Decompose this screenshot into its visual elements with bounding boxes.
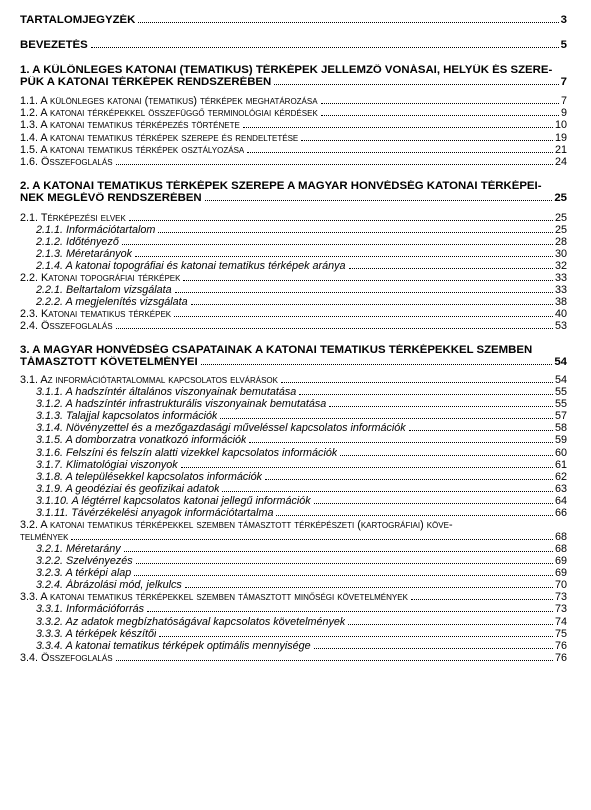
toc-subsection (20, 386, 567, 398)
dot-leader (299, 394, 553, 395)
toc-page: 55 (554, 386, 567, 399)
toc-label: 1.3. A katonai tematikus térképezés története (20, 119, 240, 132)
toc-label: 2.2.1. Beltartalom vizsgálata (36, 284, 172, 296)
toc-subsection (20, 579, 567, 591)
toc-label: 2.2.2. A megjelenítés vizsgálata (36, 296, 188, 309)
toc-subsection (20, 555, 567, 567)
toc-label: 3.1. Az információtartalommal kapcsolatos elvárások (20, 374, 278, 387)
table-of-contents (20, 14, 567, 664)
toc-page: 68 (554, 531, 567, 544)
chapter-heading-line1: 3. A MAGYAR HONVÉDSÉG CSAPATAINAK A KATONAI TEMATIKUS TÉRKÉPEKKEL SZEMBEN (20, 344, 533, 357)
chapter-heading-line1: 1. A KÜLÖNLEGES KATONAI (TEMATIKUS) TÉRKÉPEK JELLEMZŐ VONÁSAI, HELYÜK ÉS SZERE- (20, 63, 553, 76)
dot-leader (181, 467, 553, 468)
dot-leader (158, 232, 553, 233)
toc-page: 38 (554, 296, 567, 309)
toc-label: 2.1.2. Időtényező (36, 235, 119, 248)
toc-label: 1.1. A különleges katonai (tematikus) térképek meghatározása (20, 95, 318, 108)
toc-subsection (20, 616, 567, 628)
toc-label: 1.4. A katonai tematikus térképek szerepe és rendeltetése (20, 131, 299, 144)
toc-page: 69 (554, 555, 567, 568)
toc-label: 3.2.3. A térképi alap (36, 567, 132, 580)
dot-leader (411, 599, 553, 600)
toc-section (20, 374, 567, 386)
toc-label: 2.1.1. Információtartalom (36, 223, 156, 236)
toc-page: 68 (554, 543, 567, 556)
toc-page: 60 (554, 446, 567, 459)
toc-label: 2.1. Térképezési elvek (20, 211, 126, 224)
toc-label: 3.2.2. Szelvényezés (36, 555, 133, 568)
toc-label: 3.1.5. A domborzatra vonatkozó információk (36, 434, 247, 447)
toc-label: 3.1.9. A geodéziai és geofizikai adatok (36, 482, 220, 495)
toc-label: 3.1.6. Felszíni és felszín alatti vizekkel kapcsolatos információk (36, 446, 338, 459)
dot-leader (329, 406, 553, 407)
toc-page: 73 (554, 591, 567, 604)
section-2-2-items (20, 284, 567, 308)
toc-subsection (20, 236, 567, 248)
dot-leader (276, 515, 553, 516)
toc-label: 3.3.1. Információforrás (36, 603, 145, 616)
toc-page: 59 (554, 434, 567, 447)
dot-leader (191, 304, 553, 305)
toc-page: 21 (554, 143, 567, 156)
toc-page: 58 (554, 422, 567, 435)
dot-leader (340, 455, 553, 456)
dot-leader (265, 479, 553, 480)
toc-page: 19 (554, 131, 567, 144)
toc-subsection (20, 471, 567, 483)
toc-label: 3.2.4. Ábrázolási mód, jelkulcs (36, 579, 182, 592)
toc-page: 73 (554, 603, 567, 616)
toc-subsection (20, 224, 567, 236)
toc-chapter-1 (20, 64, 567, 89)
toc-label: 3.1.11. Távérzékelési anyagok információtartalma (36, 506, 274, 519)
section-3-2-items (20, 543, 567, 591)
toc-label: 3.2.1. Méretarány (36, 543, 121, 556)
toc-page: 61 (554, 458, 567, 471)
dot-leader (71, 539, 553, 540)
toc-page: 75 (554, 627, 567, 640)
section-heading-line1: 3.2. A katonai tematikus térképekkel szemben támasztott térképészeti (kartográfiai) köve- (20, 519, 453, 532)
dot-leader (129, 220, 553, 221)
toc-label: 2.4. Összefoglalás (20, 320, 113, 333)
toc-subsection (20, 567, 567, 579)
chapter-heading-line2: NEK MEGLÉVŐ RENDSZERÉBEN (20, 191, 202, 204)
toc-page: 53 (554, 320, 567, 333)
toc-label: 3.1.3. Talajjal kapcsolatos információk (36, 410, 218, 423)
toc-subsection (20, 434, 567, 446)
toc-page: 54 (554, 374, 567, 387)
toc-label: 3.1.7. Klimatológiai viszonyok (36, 458, 178, 471)
toc-page: 62 (554, 470, 567, 483)
toc-page: 33 (554, 284, 567, 296)
chapter-heading-line2: PÜK A KATONAI TÉRKÉPEK RENDSZERÉBEN (20, 75, 272, 88)
toc-page: 30 (554, 247, 567, 260)
toc-label: 3.3.2. Az adatok megbízhatóságával kapcsolatos követelmények (36, 615, 346, 628)
toc-subsection (20, 422, 567, 434)
toc-page: 66 (554, 506, 567, 519)
toc-entry-intro (20, 39, 567, 52)
toc-page: 25 (554, 191, 567, 204)
toc-section (20, 144, 567, 156)
toc-subsection (20, 507, 567, 519)
dot-leader (136, 563, 553, 564)
toc-chapter-3 (20, 344, 567, 369)
dot-leader (247, 152, 553, 153)
dot-leader (91, 47, 559, 48)
dot-leader (220, 418, 553, 419)
toc-label: 3.1.10. A légtérrel kapcsolatos katonai jellegű információk (36, 494, 311, 507)
dot-leader (116, 164, 553, 165)
toc-label: 2.1.3. Méretarányok (36, 247, 133, 260)
toc-label: 1.5. A katonai tematikus térképek osztályozása (20, 143, 245, 156)
dot-leader (122, 244, 553, 245)
dot-leader (249, 442, 553, 443)
toc-section (20, 308, 567, 320)
toc-subsection (20, 398, 567, 410)
toc-page: 9 (560, 107, 567, 120)
dot-leader (321, 115, 559, 116)
toc-label: 1.6. Összefoglalás (20, 155, 113, 168)
dot-leader (135, 256, 553, 257)
toc-label: 3.1.8. A településekkel kapcsolatos információk (36, 470, 263, 483)
toc-section (20, 591, 567, 603)
dot-leader (185, 587, 553, 588)
dot-leader (314, 503, 553, 504)
toc-page: 24 (554, 155, 567, 168)
toc-section (20, 95, 567, 107)
dot-leader (138, 22, 558, 23)
toc-label: 2.2. Katonai topográfiai térképek (20, 271, 181, 284)
toc-subsection (20, 284, 567, 296)
chapter-1-sections (20, 95, 567, 167)
dot-leader (147, 611, 553, 612)
toc-page: 54 (554, 356, 567, 369)
section-heading-line2: telmények (20, 531, 69, 544)
toc-subsection (20, 640, 567, 652)
toc-subsection (20, 483, 567, 495)
toc-label: 3.1.2. A hadszíntér infrastrukturális viszonyainak bemutatása (36, 398, 327, 411)
dot-leader (301, 140, 553, 141)
chapter-heading-line1: 2. A KATONAI TEMATIKUS TÉRKÉPEK SZEREPE A MAGYAR HONVÉDSÉG KATONAI TÉRKÉPEI- (20, 179, 542, 192)
toc-label: 3.3.3. A térképek készítői (36, 627, 157, 640)
toc-label: 3.3.4. A katonai tematikus térképek optimális mennyisége (36, 639, 311, 652)
toc-page: 3 (560, 14, 567, 26)
dot-leader (348, 624, 553, 625)
toc-section (20, 107, 567, 119)
toc-page: 25 (554, 211, 567, 224)
toc-label: TARTALOMJEGYZÉK (20, 14, 136, 26)
dot-leader (281, 382, 553, 383)
dot-leader (174, 316, 553, 317)
toc-page: 76 (554, 651, 567, 664)
toc-section (20, 156, 567, 168)
toc-page: 64 (554, 494, 567, 507)
toc-page: 25 (554, 223, 567, 236)
toc-subsection (20, 447, 567, 459)
toc-subsection (20, 410, 567, 422)
dot-leader (409, 430, 553, 431)
toc-page: 10 (554, 119, 567, 132)
toc-section-3-2 (20, 519, 567, 543)
toc-subsection (20, 260, 567, 272)
toc-subsection (20, 543, 567, 555)
toc-label: 1.2. A katonai térképekkel összefüggő terminológiai kérdések (20, 107, 318, 120)
toc-label: BEVEZETÉS (20, 38, 88, 51)
toc-label: 3.3. A katonai tematikus térképekkel szemben támasztott minőségi követelmények (20, 591, 408, 604)
dot-leader (134, 575, 553, 576)
dot-leader (159, 636, 553, 637)
toc-page: 32 (554, 259, 567, 272)
toc-page: 33 (554, 271, 567, 284)
section-3-1-items (20, 386, 567, 519)
toc-chapter-2 (20, 180, 567, 205)
dot-leader (321, 103, 559, 104)
toc-section (20, 132, 567, 144)
toc-section (20, 119, 567, 131)
toc-page: 7 (560, 95, 567, 108)
toc-page: 74 (554, 615, 567, 628)
toc-label: 3.1.1. A hadszíntér általános viszonyainak bemutatása (36, 386, 297, 399)
toc-page: 76 (554, 639, 567, 652)
dot-leader (314, 648, 553, 649)
toc-section (20, 212, 567, 224)
toc-page: 69 (554, 567, 567, 580)
toc-subsection (20, 296, 567, 308)
toc-label: 2.3. Katonai tematikus térképek (20, 308, 172, 321)
toc-label: 2.1.4. A katonai topográfiai és katonai tematikus térképek aránya (36, 259, 346, 272)
dot-leader (349, 268, 553, 269)
toc-subsection (20, 628, 567, 640)
dot-leader (175, 292, 553, 293)
toc-subsection (20, 459, 567, 471)
dot-leader (222, 491, 553, 492)
dot-leader (205, 200, 553, 201)
toc-page: 5 (560, 38, 567, 51)
toc-page: 40 (554, 308, 567, 321)
toc-label: 3.1.4. Növényzettel és a mezőgazdasági műveléssel kapcsolatos információk (36, 422, 406, 435)
toc-page: 28 (554, 235, 567, 248)
toc-subsection (20, 603, 567, 615)
dot-leader (124, 551, 553, 552)
dot-leader (274, 84, 558, 85)
dot-leader (183, 280, 553, 281)
toc-label: 3.4. Összefoglalás (20, 651, 113, 664)
toc-page: 7 (560, 75, 567, 88)
toc-page: 57 (554, 410, 567, 423)
dot-leader (243, 127, 553, 128)
toc-page: 70 (554, 579, 567, 592)
toc-subsection (20, 248, 567, 260)
section-2-1-items (20, 224, 567, 272)
toc-section (20, 320, 567, 332)
toc-subsection (20, 495, 567, 507)
toc-page: 63 (554, 482, 567, 495)
chapter-heading-line2: TÁMASZTOTT KÖVETELMÉNYEI (20, 356, 198, 369)
dot-leader (116, 660, 553, 661)
toc-page: 55 (554, 398, 567, 411)
toc-section (20, 272, 567, 284)
dot-leader (201, 364, 553, 365)
toc-section (20, 652, 567, 664)
toc-entry-contents (20, 14, 567, 27)
section-3-3-items (20, 603, 567, 651)
dot-leader (116, 328, 553, 329)
